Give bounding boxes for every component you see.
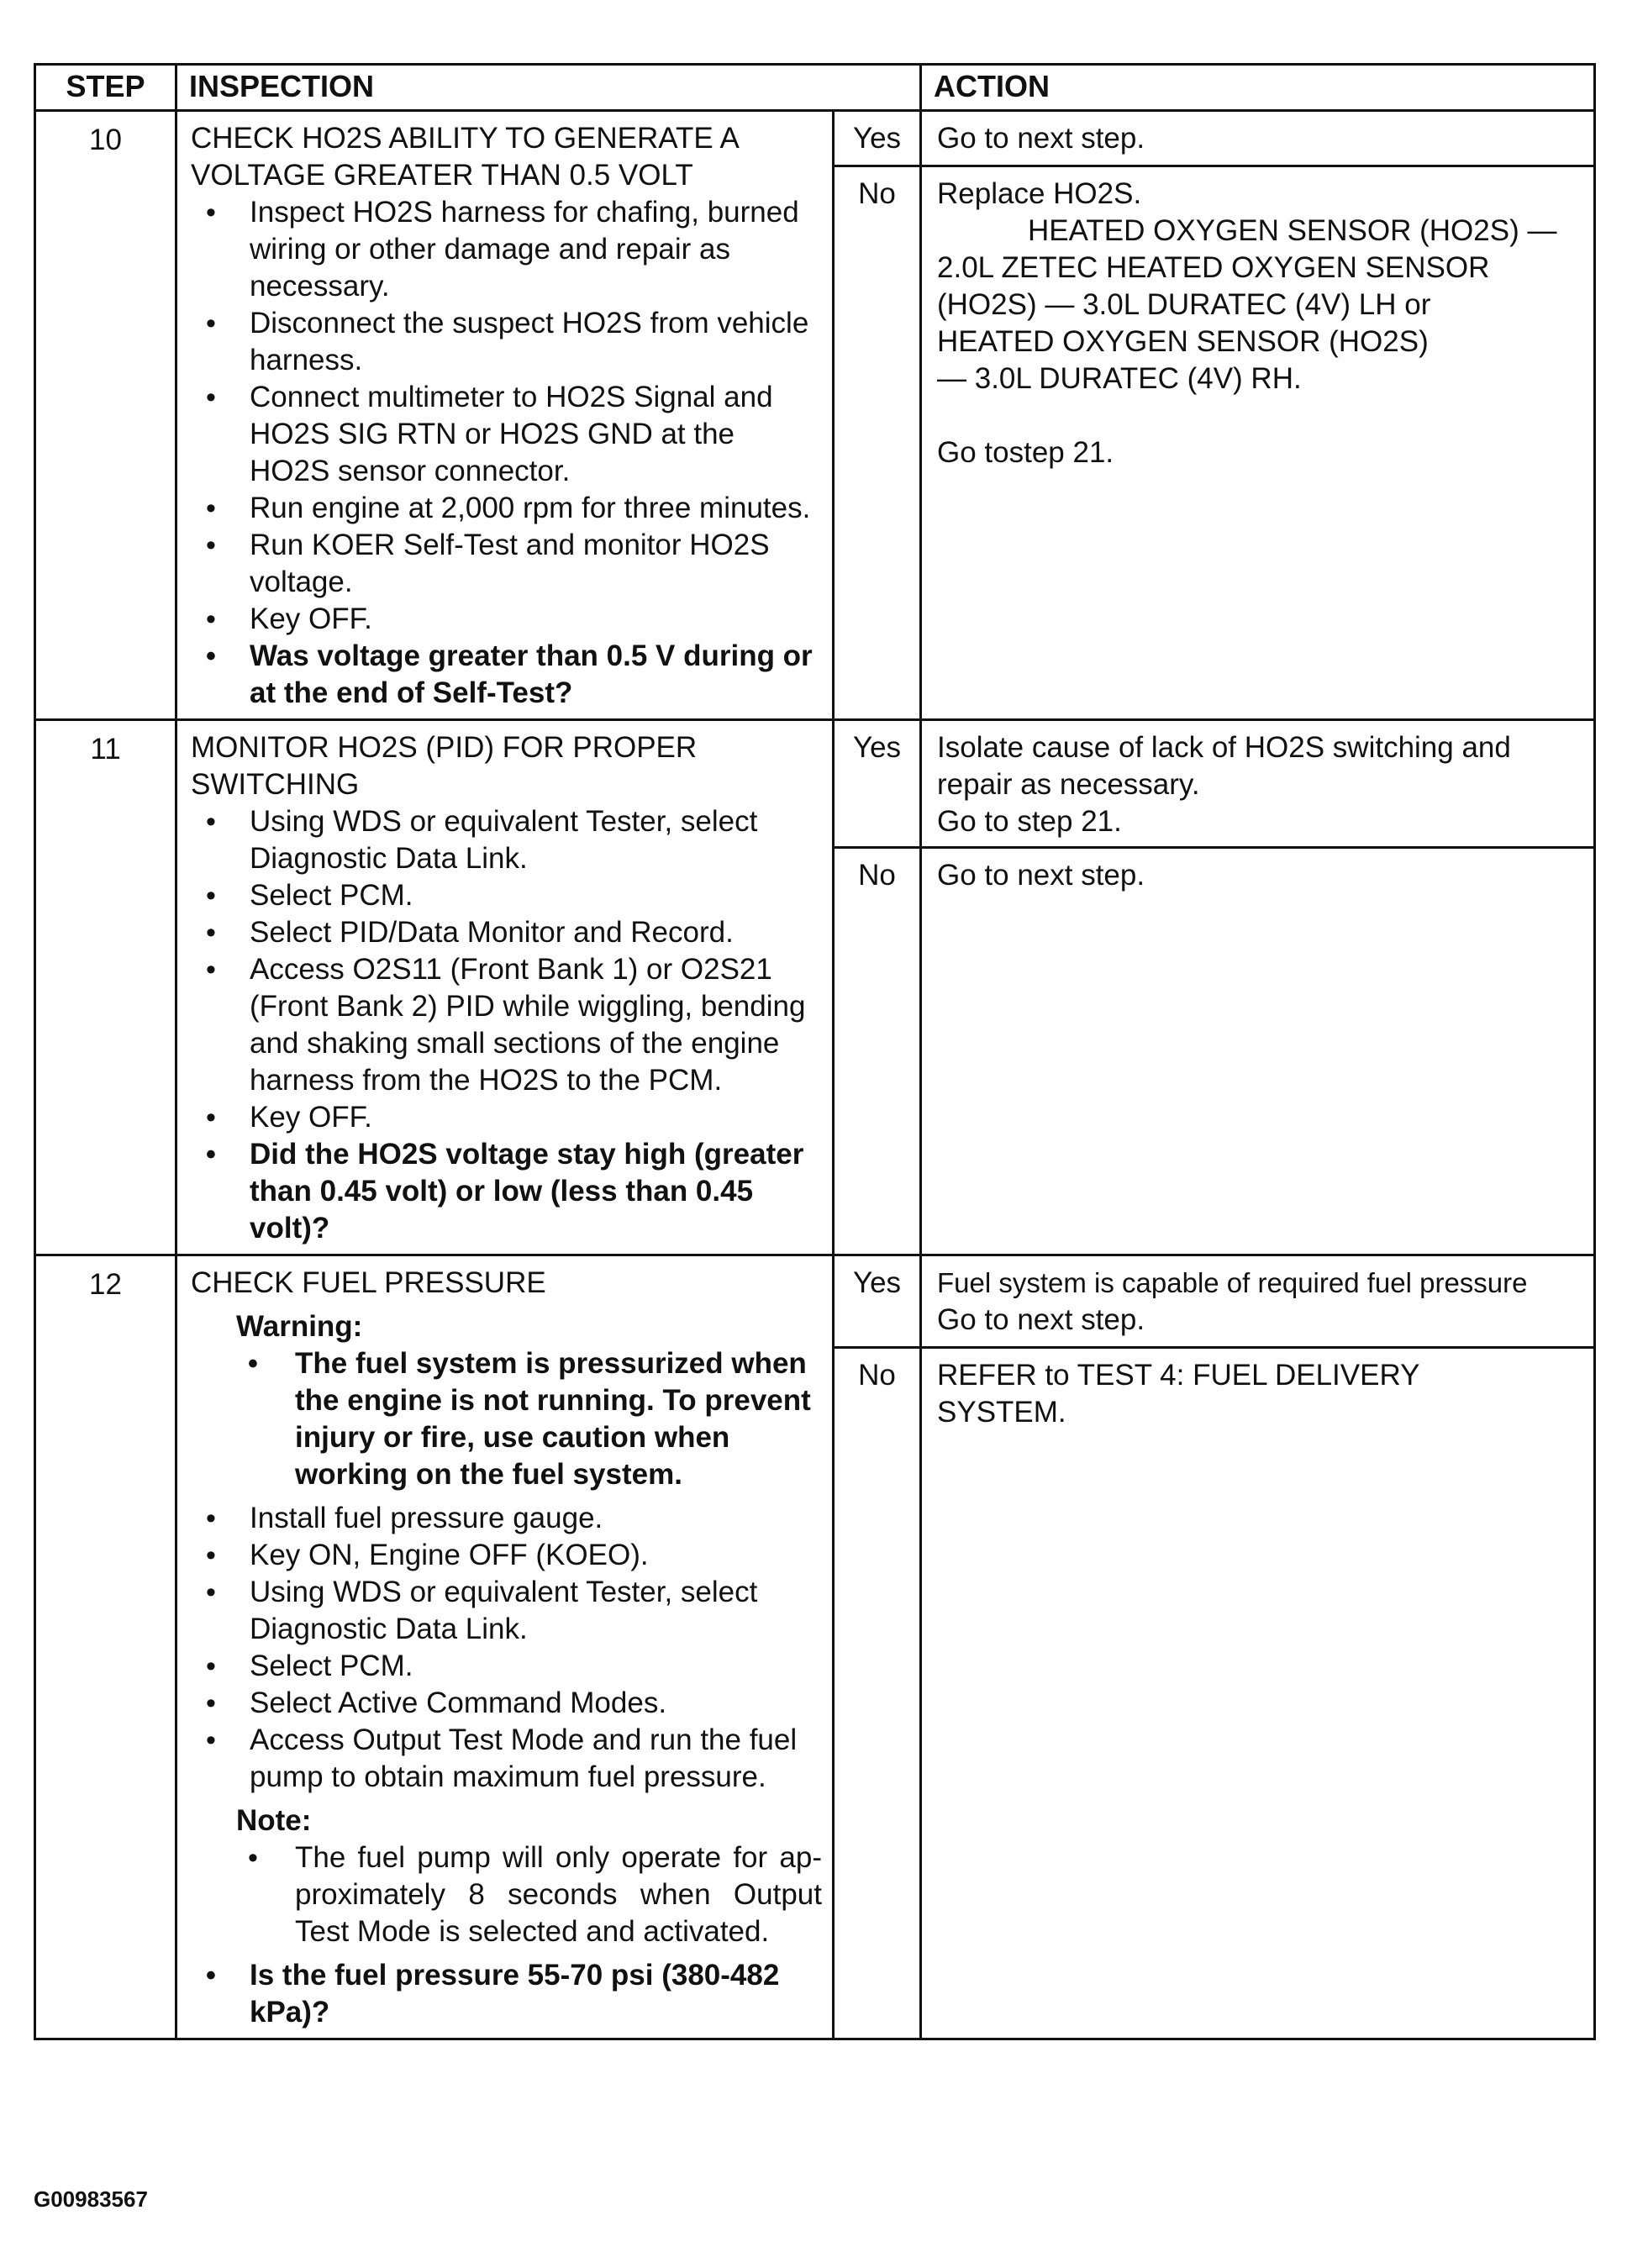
step-11-yes-row [35,720,1595,848]
action-line: Go to next step. [937,1303,1145,1336]
note-label: Note: [236,1804,312,1837]
list-item: • Select PCM. [191,877,822,914]
action-line: HEATED OXYGEN SENSOR (HO2S) — [1028,214,1557,247]
action-line: HEATED OXYGEN SENSOR (HO2S) [937,325,1429,358]
step-number: 11 [35,720,176,1255]
list-item-question: • Was voltage greater than 0.5 V during or at the end of Self-Test? [191,638,822,712]
step-10-inspection [176,111,834,720]
step-11-inspection [176,720,834,1255]
list-item: • Disconnect the suspect HO2S from vehicle harness. [191,305,822,379]
step-title-line: VOLTAGE GREATER THAN 0.5 VOLT [191,159,693,192]
action-line: — 3.0L DURATEC (4V) RH. [937,362,1302,395]
table-header-row [35,65,1595,111]
step-title: CHECK FUEL PRESSURE [191,1266,546,1299]
action-line: Replace HO2S. [937,177,1142,210]
no-label: No [834,166,921,720]
step-title-line: CHECK HO2S ABILITY TO GENERATE A [191,122,740,155]
list-item: • Key OFF. [191,1099,822,1136]
list-item: • Access Output Test Mode and run the fuel pump to obtain maximum fuel pressure. [191,1722,822,1796]
list-item: • Run engine at 2,000 rpm for three minutes. [191,490,822,527]
step-10-yes-row [35,111,1595,166]
list-item: • Select PCM. [191,1648,822,1685]
yes-label: Yes [834,1255,921,1348]
step-title-line: MONITOR HO2S (PID) FOR PROPER [191,731,698,764]
step-title-line: SWITCHING [191,768,360,801]
step-number: 12 [35,1255,176,2039]
action-line: SYSTEM. [937,1396,1066,1429]
yes-label: Yes [834,111,921,166]
step-12-inspection [176,1255,834,2039]
action-line: Isolate cause of lack of HO2S switching and [937,731,1511,764]
list-item: • Inspect HO2S harness for chafing, burned wiring or other damage and repair as necessary. [191,194,822,305]
list-item: • Select Active Command Modes. [191,1685,822,1722]
no-action: Go to next step. [921,848,1595,1255]
inspection-list [191,194,822,712]
list-item: • Access O2S11 (Front Bank 1) or O2S21 (Front Bank 2) PID while wiggling, bending and shaking small sections of the engine harness from the HO2S to the PCM. [191,951,822,1099]
warning-text: • The fuel system is pressurized when the engine is not running. To prevent injury or fire, use caution when working on the fuel system. [236,1345,822,1493]
list-item: • Connect multimeter to HO2S Signal and HO2S SIG RTN or HO2S GND at the HO2S sensor connector. [191,379,822,490]
list-item: • Key OFF. [191,601,822,638]
no-label: No [834,1348,921,2039]
warning-label: Warning: [236,1310,363,1343]
list-item: • Select PID/Data Monitor and Record. [191,914,822,951]
action-line: Go to step 21. [937,805,1122,838]
diagnostic-table [34,63,1596,2040]
action-line: Fuel system is capable of required fuel pressure [937,1267,1528,1298]
list-item: • Install fuel pressure gauge. [191,1500,822,1537]
note-text: • The fuel pump will only operate for ap-proximately 8 seconds when Output Test Mode is selected and activated. [236,1839,822,1950]
no-action [921,1348,1595,2039]
inspection-list [191,803,822,1247]
action-line: Go tostep 21. [937,436,1114,469]
list-item: • Key ON, Engine OFF (KOEO). [191,1537,822,1574]
list-item: • Using WDS or equivalent Tester, select Diagnostic Data Link. [191,803,822,877]
step-column-header: STEP [35,65,176,111]
note-block [236,1802,822,1950]
action-line: (HO2S) — 3.0L DURATEC (4V) LH or [937,288,1431,321]
no-action [921,166,1595,720]
step-number: 10 [35,111,176,720]
list-item: • Run KOER Self-Test and monitor HO2S voltage. [191,527,822,601]
yes-action: Go to next step. [921,111,1595,166]
warning-block [236,1308,822,1493]
inspection-column-header: INSPECTION [176,65,921,111]
action-line: 2.0L ZETEC HEATED OXYGEN SENSOR [937,251,1490,284]
list-item-question: • Did the HO2S voltage stay high (greater than 0.45 volt) or low (less than 0.45 volt)? [191,1136,822,1247]
action-column-header: ACTION [921,65,1595,111]
action-line: REFER to TEST 4: FUEL DELIVERY [937,1359,1420,1392]
list-item-question: • Is the fuel pressure 55-70 psi (380-482 kPa)? [191,1957,822,2031]
no-label: No [834,848,921,1255]
step-12-yes-row [35,1255,1595,1348]
inspection-list [191,1500,822,1796]
figure-id: G00983567 [34,2186,148,2212]
list-item: • Using WDS or equivalent Tester, select Diagnostic Data Link. [191,1574,822,1648]
yes-action [921,720,1595,848]
inspection-list [191,1957,822,2031]
yes-label: Yes [834,720,921,848]
diagnostic-table-sheet [34,63,1593,2040]
yes-action [921,1255,1595,1348]
action-line: repair as necessary. [937,768,1200,801]
